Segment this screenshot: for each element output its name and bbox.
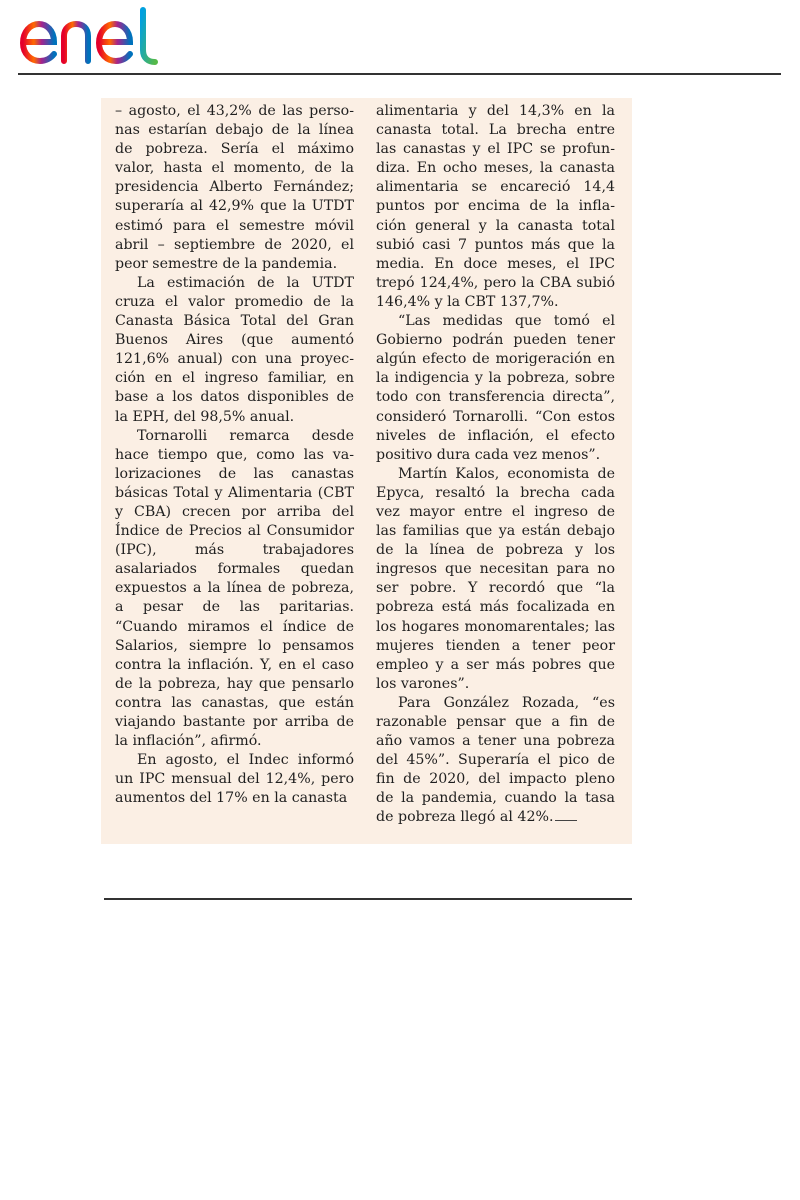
article-column-right <box>376 102 615 828</box>
article-column-left <box>115 102 354 808</box>
paragraph: Martín Kalos, economista de Epyca, resaltó la brecha cada vez mayor entre el ingreso de las familias que ya están debajo de la línea de pobreza y los ingresos que necesitan para no ser pobre. Y recordó que “la pobreza está más focalizada en los hogares monomarentales; las mujeres tienden a tener peor empleo y a ser más pobres que los varones”. <box>376 465 615 692</box>
paragraph: En agosto, el Indec informó un IPC mensual del 12,4%, pero aumentos del 17% en la canasta <box>115 752 354 807</box>
newspaper-clipping <box>101 98 632 844</box>
paragraph: “Las medidas que tomó el Gobierno podrán pueden tener algún efecto de morigeración en la indigencia y la pobreza, sobre todo con transferencia directa”, consideró Tornarolli. “Con estos niveles de inflación, el efecto positivo dura cada vez menos”. <box>376 313 615 463</box>
paragraph-last-text: Para González Rozada, “es razonable pensar que a fin de año vamos a tener una pobreza del 45%”. Superaría el pico de fin de 2020, del impacto pleno de la pandemia, cuando la tasa de pobreza llegó al 42%. <box>376 694 615 826</box>
end-of-article-mark <box>555 820 577 821</box>
header-divider <box>18 73 781 75</box>
paragraph-last <box>376 694 615 828</box>
enel-logo-graphic <box>18 6 182 70</box>
enel-logo <box>18 6 182 70</box>
paragraph: – agosto, el 43,2% de las personas estarían debajo de la línea de pobreza. Sería el máximo valor, hasta el momento, de la presidencia Alberto Fernández; superaría al 42,9% que la UTDT estimó para el semestre móvil abril – septiembre de 2020, el peor semestre de la pandemia. <box>115 103 354 272</box>
paragraph: Tornarolli remarca desde hace tiempo que, como las valorizaciones de las canastas básicas Total y Alimentaria (CBT y CBA) crecen por arriba del Índice de Precios al Consumidor (IPC), más trabajadores asalariados formales quedan expuestos a la línea de pobreza, a pesar de las paritarias. “Cuando miramos el índice de Salarios, siempre lo pensamos contra la inflación. Y, en el caso de la pobreza, hay que pensarlo contra las canastas, que están viajando bastante por arriba de la inflación”, afirmó. <box>115 427 354 750</box>
paragraph: alimentaria y del 14,3% en la canasta total. La brecha entre las canastas y el IPC se profundiza. En ocho meses, la canasta alimentaria se encareció 14,4 puntos por encima de la inflación general y la canasta total subió casi 7 puntos más que la media. En doce meses, el IPC trepó 124,4%, pero la CBA subió 146,4% y la CBT 137,7%. <box>376 103 615 310</box>
footer-divider <box>104 898 632 900</box>
paragraph: La estimación de la UTDT cruza el valor promedio de la Canasta Básica Total del Gran Buenos Aires (que aumentó 121,6% anual) con una proyección en el ingreso familiar, en base a los datos disponibles de la EPH, del 98,5% anual. <box>115 274 354 425</box>
